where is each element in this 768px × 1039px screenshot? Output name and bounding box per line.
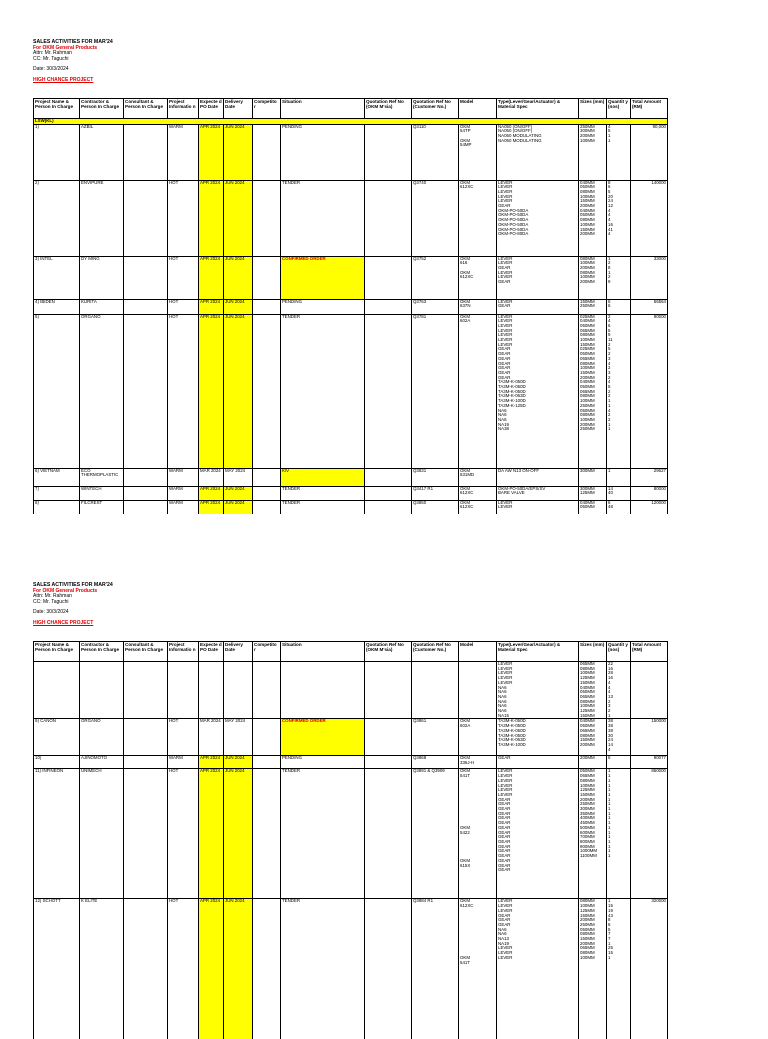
project-cell: 12) SCHOTT xyxy=(34,899,80,1039)
situation-cell: TENDER xyxy=(281,180,365,256)
sizes-cell: 025MM 040MM 050MM 065MM 080MM 100MM 150MM 025MM 050MM 065MM 080MM 100MM 150MM 200MM 040MM 050MM 065MM 080MM 100MM 250MM 050MM 080MM 100MM 200MM 250MM xyxy=(579,314,607,468)
po-date-cell: APR 2024 xyxy=(199,769,224,899)
contractor-cell: ORGANO xyxy=(80,719,124,756)
customer-quote-cell: Q3831 xyxy=(412,468,459,486)
okm-quote-cell xyxy=(365,299,412,314)
project-cell xyxy=(34,662,80,719)
type-spec-cell: OKM-PO-50DA/EPS/SV BARE VALVE xyxy=(497,486,579,500)
po-date-cell: APR 2024 xyxy=(199,486,224,500)
amount-cell: 850000 xyxy=(631,769,668,899)
contractor-cell: AJINOMOTO xyxy=(80,756,124,769)
quantity-cell: 1 xyxy=(607,468,631,486)
project-cell: 5) xyxy=(34,314,80,468)
competitor-cell xyxy=(253,299,281,314)
info-cell: WARM xyxy=(168,468,199,486)
competitor-cell xyxy=(253,719,281,756)
model-cell: OKM 602A xyxy=(459,719,497,756)
po-date-cell: APR 2024 xyxy=(199,314,224,468)
contractor-cell: WINTECH xyxy=(80,486,124,500)
delivery-date-cell: JUN 2024 xyxy=(224,299,253,314)
delivery-date-cell: JUN 2024 xyxy=(224,769,253,899)
okm-quote-cell xyxy=(365,899,412,1039)
contractor-cell: K ELITE xyxy=(80,899,124,1039)
type-spec-cell: DA AW N13 ON-OFF xyxy=(497,468,579,486)
project-cell: 9) CANON xyxy=(34,719,80,756)
section-label: HIGH CHANCE PROJECT xyxy=(33,619,94,626)
sizes-cell: 040MM 050MM xyxy=(579,500,607,514)
contractor-cell: UNIMECH xyxy=(80,769,124,899)
situation-cell: PENDING xyxy=(281,124,365,180)
contractor-cell: ECO THERMOPLASTIC xyxy=(80,468,124,486)
situation-cell: PENDING xyxy=(281,756,365,769)
delivery-date-cell: JUN 2024 xyxy=(224,256,253,299)
column-header: Project Name & Person In Charge xyxy=(34,99,80,119)
po-date-cell: MAR 2024 xyxy=(199,468,224,486)
po-date-cell: APR 2024 xyxy=(199,124,224,180)
po-date-cell: APR 2024 xyxy=(199,756,224,769)
table-row xyxy=(34,486,668,500)
okm-quote-cell xyxy=(365,500,412,514)
po-date-cell: APR 2024 xyxy=(199,256,224,299)
project-cell: 3) INTEL xyxy=(34,256,80,299)
table-header-row xyxy=(34,642,668,662)
situation-cell: TENDER xyxy=(281,314,365,468)
sizes-cell: 050MM 065MM 080MM 100MM 125MM 150MM 200MM 250MM 300MM 350MM 400MM 450MM 500MM 600MM 700MM 800MM 900MM 1000MM 1100MM xyxy=(579,769,607,899)
column-header: Competito r xyxy=(253,642,281,662)
delivery-date-cell: JUN 2024 xyxy=(224,180,253,256)
table-header-row xyxy=(34,99,668,119)
amount-cell: 29627 xyxy=(631,468,668,486)
type-spec-cell: LEVER LEVER LEVER GEAR GEAR GEAR NA6 NA6 NA13 NA19 LEVER LEVER LEVER xyxy=(497,899,579,1039)
okm-quote-cell xyxy=(365,769,412,899)
po-date-cell: MAR 2024 xyxy=(199,719,224,756)
column-header: Delivery Date xyxy=(224,642,253,662)
consultant-cell xyxy=(124,500,168,514)
competitor-cell xyxy=(253,314,281,468)
table-row xyxy=(34,256,668,299)
model-cell xyxy=(459,662,497,719)
info-cell: HOT xyxy=(168,769,199,899)
activities-table-2 xyxy=(33,641,668,1039)
attn-line: Attn: Mr. Rahman xyxy=(33,593,72,599)
situation-cell: KIV xyxy=(281,468,365,486)
column-header: Consultant & Person In Charge xyxy=(124,642,168,662)
column-header: Total Amount (RM) xyxy=(631,642,668,662)
info-cell: HOT xyxy=(168,256,199,299)
amount-cell: 33000 xyxy=(631,256,668,299)
competitor-cell xyxy=(253,769,281,899)
sizes-cell: 300MM 125MM xyxy=(579,486,607,500)
project-cell: 11) INFINEON xyxy=(34,769,80,899)
okm-quote-cell xyxy=(365,256,412,299)
consultant-cell xyxy=(124,899,168,1039)
delivery-date-cell: MAY 2024 xyxy=(224,468,253,486)
report-page-2 xyxy=(33,582,667,965)
info-cell: HOT xyxy=(168,719,199,756)
date-line: Date: 30/3/2024 xyxy=(33,66,69,72)
amount-cell: 120000 xyxy=(631,500,668,514)
column-header: Delivery Date xyxy=(224,99,253,119)
project-cell: 2) xyxy=(34,180,80,256)
table-row xyxy=(34,500,668,514)
consultant-cell xyxy=(124,662,168,719)
customer-quote-cell: Q3781 xyxy=(412,314,459,468)
cc-line: CC: Mr. Taguchi xyxy=(33,55,69,62)
model-cell: OKM 616 OKM 612XC xyxy=(459,256,497,299)
po-date-cell xyxy=(199,662,224,719)
situation-cell: TENDER xyxy=(281,769,365,899)
type-spec-cell: LEVER LEVER LEVER LEVER LEVER GEAR OKM-PO-50DA OKM-PO-50DA OKM-PO-50DA OKM-PO-50DA OKM-PO-50DA OKM-PO-80DA xyxy=(497,180,579,256)
okm-quote-cell xyxy=(365,756,412,769)
customer-quote-cell: Q3740 xyxy=(412,180,459,256)
competitor-cell xyxy=(253,468,281,486)
amount-cell xyxy=(631,662,668,719)
amount-cell: 90,000 xyxy=(631,124,668,180)
column-header: Type(Lever/Gear/Actuator) & Material Spec xyxy=(497,99,579,119)
okm-quote-cell xyxy=(365,314,412,468)
quantity-cell: 1 15 19 43 8 6 5 7 7 1 25 15 1 xyxy=(607,899,631,1039)
type-spec-cell: TA3M-K-050D TA3M-K-050D TA3M-K-050D TA3M-K-050D TA3M-K-063D TA3M-K-100D xyxy=(497,719,579,756)
sizes-cell: 080MM 100MM 200MM 080MM 100MM 200MM xyxy=(579,256,607,299)
type-spec-cell: LEVER LEVER LEVER LEVER LEVER LEVER LEVER GEAR GEAR GEAR GEAR GEAR GEAR GEAR TA3M-K-050D TA3M-K-050D TA3M-K-050D TA3M-K-063D TA3M-K-100D TA3M-K-125D NA6 NA6 NA6 NA19 NA38 xyxy=(497,314,579,468)
customer-quote-cell: Q3868 xyxy=(412,756,459,769)
contractor-cell: DY MING xyxy=(80,256,124,299)
report-title: SALES ACTIVITIES FOR MAR'24 xyxy=(33,582,113,588)
contractor-cell: ENVIPURE xyxy=(80,180,124,256)
delivery-date-cell: MAY 2024 xyxy=(224,719,253,756)
column-header: Consultant & Person In Charge xyxy=(124,99,168,119)
amount-cell: 320000 xyxy=(631,899,668,1039)
quantity-cell: 4 5 1 1 xyxy=(607,124,631,180)
amount-cell: 140000 xyxy=(631,180,668,256)
type-spec-cell: NA050 (ON/OFF) NA050 (ON/OFF) NA050 MODULATING NA050 MODULATING xyxy=(497,124,579,180)
model-cell: OKM 541T OKM 5422 OKM 615X xyxy=(459,769,497,899)
okm-quote-cell xyxy=(365,468,412,486)
customer-quote-cell: Q3850 xyxy=(412,500,459,514)
model-cell: OKM 602A xyxy=(459,314,497,468)
column-header: Quotation Ref No (Customer No.) xyxy=(412,99,459,119)
column-header: Competito r xyxy=(253,99,281,119)
date-line: Date: 30/3/2024 xyxy=(33,609,69,615)
column-header: Situation xyxy=(281,99,365,119)
table-row xyxy=(34,314,668,468)
consultant-cell xyxy=(124,719,168,756)
okm-quote-cell xyxy=(365,124,412,180)
sizes-cell: 150MM 250MM xyxy=(579,299,607,314)
situation-cell xyxy=(281,662,365,719)
customer-quote-cell: Q3884 R1 xyxy=(412,899,459,1039)
po-date-cell: APR 2024 xyxy=(199,180,224,256)
column-header: Model xyxy=(459,642,497,662)
column-header: Sizes (mm) xyxy=(579,99,607,119)
table-row xyxy=(34,756,668,769)
amount-cell: 90077 xyxy=(631,756,668,769)
amount-cell: 90000 xyxy=(631,314,668,468)
quantity-cell: 6 6 xyxy=(607,299,631,314)
quantity-cell: 1 1 1 1 1 1 1 1 1 1 1 1 1 1 1 1 1 1 1 xyxy=(607,769,631,899)
consultant-cell xyxy=(124,756,168,769)
situation-cell: TENDER xyxy=(281,899,365,1039)
sizes-cell: 200MM xyxy=(579,756,607,769)
okm-quote-cell xyxy=(365,719,412,756)
okm-quote-cell xyxy=(365,180,412,256)
column-header: Quotation Ref No (Customer No.) xyxy=(412,642,459,662)
column-header: Sizes (mm) xyxy=(579,642,607,662)
consultant-cell xyxy=(124,180,168,256)
customer-quote-cell: Q3752 xyxy=(412,256,459,299)
model-cell: OKM 336J-H xyxy=(459,756,497,769)
project-cell: 8) xyxy=(34,500,80,514)
delivery-date-cell: JUN 2024 xyxy=(224,899,253,1039)
group-label: LSW(KL) xyxy=(34,119,668,125)
column-header: Quotation Ref No (OKM M'sia) xyxy=(365,642,412,662)
model-cell: OKM 612XC OKM 541T xyxy=(459,899,497,1039)
report-subtitle: For OKM General Products xyxy=(33,44,98,51)
contractor-cell: FILCREST xyxy=(80,500,124,514)
type-spec-cell: GEAR xyxy=(497,756,579,769)
column-header: Expecte d PO Date xyxy=(199,642,224,662)
project-cell: 6) VIETNAM xyxy=(34,468,80,486)
type-spec-cell: LEVER LEVER LEVER LEVER LEVER LEVER GEAR GEAR GEAR GEAR GEAR GEAR GEAR GEAR GEAR GEAR GEAR GEAR GEAR GEAR GEAR GEAR xyxy=(497,769,579,899)
column-header: Type(Lever/Gear/Actuator) & Material Spec xyxy=(497,642,579,662)
consultant-cell xyxy=(124,486,168,500)
sizes-cell: 250MM 300MM 200MM 100MM xyxy=(579,124,607,180)
consultant-cell xyxy=(124,468,168,486)
sizes-cell: 300MM xyxy=(579,468,607,486)
column-header: Project Name & Person In Charge xyxy=(34,642,80,662)
situation-cell: CONFIRMED ORDER xyxy=(281,256,365,299)
competitor-cell xyxy=(253,899,281,1039)
quantity-cell: 6 xyxy=(607,756,631,769)
amount-cell: 56564 xyxy=(631,299,668,314)
customer-quote-cell: Q3110 xyxy=(412,124,459,180)
project-cell: 1) xyxy=(34,124,80,180)
competitor-cell xyxy=(253,180,281,256)
delivery-date-cell xyxy=(224,662,253,719)
consultant-cell xyxy=(124,299,168,314)
project-cell: 4) IBIDEN xyxy=(34,299,80,314)
delivery-date-cell: JUN 2024 xyxy=(224,314,253,468)
competitor-cell xyxy=(253,486,281,500)
model-cell: OKM 531MD xyxy=(459,468,497,486)
info-cell: HOT xyxy=(168,299,199,314)
competitor-cell xyxy=(253,662,281,719)
column-header: Quotation Ref No (OKM M'sia) xyxy=(365,99,412,119)
consultant-cell xyxy=(124,769,168,899)
info-cell: WARM xyxy=(168,756,199,769)
competitor-cell xyxy=(253,500,281,514)
column-header: Contractor & Person In Charge xyxy=(80,99,124,119)
delivery-date-cell: JUN 2024 xyxy=(224,756,253,769)
table-row xyxy=(34,769,668,899)
situation-cell: TENDER xyxy=(281,486,365,500)
model-cell: OKM 612XC xyxy=(459,486,497,500)
type-spec-cell: LEVER LEVER GEAR LEVER LEVER GEAR xyxy=(497,256,579,299)
contractor-cell xyxy=(80,662,124,719)
type-spec-cell: LEVER LEVER LEVER LEVER LEVER NA6 NA6 NA6 NA6 NA6 NA6 NA15 xyxy=(497,662,579,719)
okm-quote-cell xyxy=(365,662,412,719)
po-date-cell: APR 2024 xyxy=(199,899,224,1039)
section-label: HIGH CHANCE PROJECT xyxy=(33,76,94,83)
delivery-date-cell: JUN 2024 xyxy=(224,486,253,500)
info-cell: HOT xyxy=(168,180,199,256)
column-header: Situation xyxy=(281,642,365,662)
competitor-cell xyxy=(253,124,281,180)
activities-table-1 xyxy=(33,98,668,514)
amount-cell: 80000 xyxy=(631,486,668,500)
table-row xyxy=(34,662,668,719)
quantity-cell: 8 6 5 20 24 12 4 4 4 16 41 4 xyxy=(607,180,631,256)
attn-line: Attn: Mr. Rahman xyxy=(33,50,72,56)
quantity-cell: 2 4 6 5 9 11 2 5 2 3 4 2 3 2 4 5 2 2 1 1 4 2 2 1 1 xyxy=(607,314,631,468)
quantity-cell: 6 48 xyxy=(607,500,631,514)
column-header: Project Informatio n xyxy=(168,642,199,662)
consultant-cell xyxy=(124,314,168,468)
report-subtitle: For OKM General Products xyxy=(33,587,98,594)
column-header: Quantit y (nos) xyxy=(607,642,631,662)
quantity-cell: 38 38 38 30 24 14 4 xyxy=(607,719,631,756)
consultant-cell xyxy=(124,124,168,180)
sizes-cell: 065MM 080MM 100MM 125MM 150MM 040MM 050MM 065MM 080MM 100MM 125MM 150MM xyxy=(579,662,607,719)
table-row xyxy=(34,180,668,256)
model-cell: OKM 637N xyxy=(459,299,497,314)
table-row xyxy=(34,468,668,486)
table-row xyxy=(34,899,668,1039)
column-header: Expecte d PO Date xyxy=(199,99,224,119)
quantity-cell: 1 2 8 1 2 9 xyxy=(607,256,631,299)
customer-quote-cell: Q3417 R1 xyxy=(412,486,459,500)
situation-cell: CONFIRMED ORDER xyxy=(281,719,365,756)
sizes-cell: 040MM 050MM 065MM 080MM 150MM 200MM xyxy=(579,719,607,756)
sizes-cell: 040MM 050MM 080MM 100MM 150MM 200MM 040MM 050MM 080MM 100MM 150MM 200MM xyxy=(579,180,607,256)
delivery-date-cell: JUN 2024 xyxy=(224,500,253,514)
situation-cell: TENDER xyxy=(281,500,365,514)
quantity-cell: 14 40 xyxy=(607,486,631,500)
project-cell: 7) xyxy=(34,486,80,500)
model-cell: OKM 54TP OKM 54MP xyxy=(459,124,497,180)
competitor-cell xyxy=(253,756,281,769)
po-date-cell: APR 2024 xyxy=(199,299,224,314)
sizes-cell: 080MM 100MM 125MM 150MM 200MM 250MM 050MM 080MM 150MM 200MM 065MM 080MM 100MM xyxy=(579,899,607,1039)
competitor-cell xyxy=(253,256,281,299)
type-spec-cell: LEVER LEVER xyxy=(497,500,579,514)
column-header: Total Amount (RM) xyxy=(631,99,668,119)
info-cell: HOT xyxy=(168,314,199,468)
table-row xyxy=(34,719,668,756)
column-header: Project Informatio n xyxy=(168,99,199,119)
table-row xyxy=(34,124,668,180)
model-cell: OKM 612XC xyxy=(459,500,497,514)
model-cell: OKM 612XC xyxy=(459,180,497,256)
project-cell: 10) xyxy=(34,756,80,769)
table-row xyxy=(34,299,668,314)
report-title: SALES ACTIVITIES FOR MAR'24 xyxy=(33,39,113,45)
info-cell xyxy=(168,662,199,719)
consultant-cell xyxy=(124,256,168,299)
report-page-1 xyxy=(33,39,667,510)
customer-quote-cell: Q3891 & Q3909 xyxy=(412,769,459,899)
po-date-cell: APR 2024 xyxy=(199,500,224,514)
contractor-cell: KURITA xyxy=(80,299,124,314)
column-header: Model xyxy=(459,99,497,119)
column-header: Quantit y (nos) xyxy=(607,99,631,119)
info-cell: WARM xyxy=(168,486,199,500)
type-spec-cell: LEVER GEAR xyxy=(497,299,579,314)
info-cell: WARM xyxy=(168,124,199,180)
quantity-cell: 22 16 28 16 4 4 4 13 2 3 2 1 xyxy=(607,662,631,719)
customer-quote-cell xyxy=(412,662,459,719)
delivery-date-cell: JUN 2024 xyxy=(224,124,253,180)
customer-quote-cell: Q3763 xyxy=(412,299,459,314)
customer-quote-cell: Q3861 xyxy=(412,719,459,756)
amount-cell: 150000 xyxy=(631,719,668,756)
situation-cell: PENDING xyxy=(281,299,365,314)
column-header: Contractor & Person In Charge xyxy=(80,642,124,662)
contractor-cell: AZBIL xyxy=(80,124,124,180)
info-cell: HOT xyxy=(168,899,199,1039)
okm-quote-cell xyxy=(365,486,412,500)
cc-line: CC: Mr. Taguchi xyxy=(33,598,69,605)
contractor-cell: ORGANO xyxy=(80,314,124,468)
info-cell: WARM xyxy=(168,500,199,514)
